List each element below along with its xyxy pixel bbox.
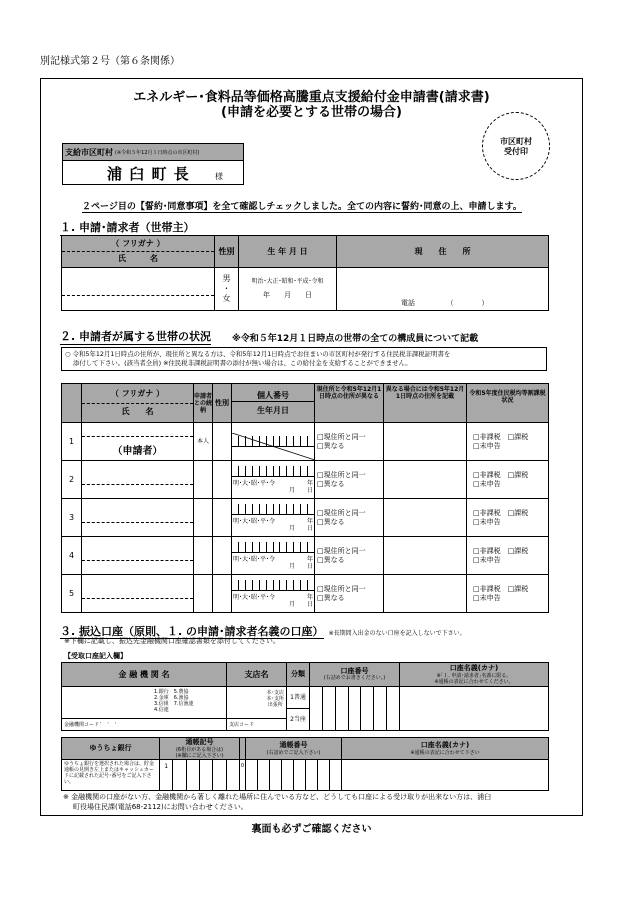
yucho-table (61, 737, 549, 791)
diff-address-checkbox[interactable]: □異なる (317, 555, 345, 564)
member-gender-field[interactable] (213, 499, 232, 537)
toza-option[interactable]: 2当座 (290, 716, 306, 723)
diff-address-checkbox[interactable]: □異なる (317, 517, 345, 526)
tax-check-field[interactable] (467, 499, 549, 537)
male-option[interactable]: 男 (222, 274, 231, 283)
member-gender-header: 性別 (213, 384, 232, 423)
symbol-field[interactable] (160, 760, 240, 791)
member-gender-field[interactable] (213, 423, 232, 461)
section3-subnote: ※下欄に記載し、振込先金融機関口座確認書類を添付してください。 (64, 637, 280, 645)
account-number-header (310, 663, 400, 687)
diagonal-strike (232, 433, 315, 460)
member-name-field[interactable] (82, 575, 194, 613)
section2-subtitle: ※令和５年12月１日時点の世帯の全ての構成員について記載 (232, 334, 479, 344)
symbol-label: 通帳記号 (185, 738, 214, 747)
tax-checkbox[interactable]: □課税 (507, 471, 529, 479)
symbol-prefix: 1 (160, 760, 173, 790)
year-label: 年 (306, 479, 313, 487)
gender-header: 性別 (215, 236, 239, 268)
same-address-checkbox[interactable]: □現住所と同一 (317, 509, 366, 517)
pledge-text: ２ページ目の【誓約･同意事項】を全て確認しチェックしました。全ての内容に誓約･同意の上、申請します。 (82, 199, 522, 213)
branch-code-label: 支店コード (229, 722, 255, 728)
form-reference: 別記様式第２号（第６条関係） (40, 56, 180, 67)
passbook-number-note: (右詰めでご記入下さい) (266, 749, 321, 756)
yucho-header: ゆうちょ銀行 (62, 738, 160, 760)
old-address-header: 異なる場合には令和5年12月1日時点の住所を記載 (384, 384, 467, 423)
id-number-label: 個人番号 (232, 391, 314, 402)
month-day-label: 月 日 (288, 600, 313, 608)
account-number-note: (右詰めでお書きください。) (323, 675, 386, 682)
female-option[interactable]: 女 (222, 294, 231, 303)
row-number-header (62, 384, 82, 423)
bank-type-option: 1.銀行 5.農協 (154, 689, 189, 695)
account-holder-field[interactable] (400, 687, 549, 731)
tax-check-field[interactable] (467, 537, 549, 575)
account-number-label: 口座番号 (340, 666, 369, 675)
bank-header: 金 融 機 関 名 (62, 663, 227, 687)
back-page-note: 裏面も必ずご確認ください (251, 824, 372, 835)
tax-check-field[interactable] (467, 575, 549, 613)
nontax-checkbox[interactable]: □非課税 (473, 585, 501, 593)
undeclared-checkbox[interactable]: □未申告 (473, 479, 501, 488)
branch-code-row[interactable] (227, 718, 286, 730)
symbol-note2: (※欄にご記入下さい) (175, 752, 224, 759)
birth-field[interactable] (239, 268, 337, 311)
birth-ymd: 年 月 日 (263, 291, 312, 300)
form-subtitle: (申請を必要とする世帯の場合) (221, 105, 402, 120)
member-name-field[interactable] (82, 537, 194, 575)
bank-type-option: 4.信連 (154, 707, 169, 713)
member-gender-field[interactable] (213, 575, 232, 613)
address-check-field[interactable] (315, 499, 384, 537)
symbol-header (160, 738, 240, 760)
member-furigana-label: （ フリガナ ） (110, 389, 165, 398)
undeclared-checkbox[interactable]: □未申告 (473, 555, 501, 564)
member-id-field[interactable] (232, 537, 315, 575)
month-day-label: 月 日 (288, 524, 313, 532)
member-era-options: 明･大･昭･平･令 (233, 479, 276, 487)
relation-self: 本人 (194, 423, 213, 461)
account-number-field[interactable] (310, 687, 400, 731)
address-diff-header: 現住所と令和5年12月1日時点の住所が異なる (315, 384, 384, 423)
member-id-field[interactable] (232, 499, 315, 537)
same-address-checkbox[interactable]: □現住所と同一 (317, 585, 366, 593)
old-address-field[interactable] (384, 461, 467, 499)
gender-field[interactable] (215, 268, 239, 311)
same-address-checkbox[interactable]: □現住所と同一 (317, 471, 366, 479)
bank-type-option: 3.信組 7.信漁連 (154, 701, 194, 707)
diff-address-checkbox[interactable]: □異なる (317, 593, 345, 602)
section1-title: １. 申請･請求者（世帯主） (60, 221, 195, 234)
name-label: 氏 名 (62, 251, 214, 264)
member-gender-field[interactable] (213, 461, 232, 499)
tax-check-field[interactable] (467, 461, 549, 499)
old-address-field[interactable] (384, 575, 467, 613)
old-address-field[interactable] (384, 499, 467, 537)
address-check-field[interactable] (315, 537, 384, 575)
month-day-label: 月 日 (288, 562, 313, 570)
era-options: 明治･大正･昭和･平成･令和 (251, 278, 324, 286)
tax-checkbox[interactable]: □課税 (507, 585, 529, 593)
branch-type-option: 出張所 (267, 702, 283, 708)
municipality-label: 支給市区町村 (65, 147, 113, 157)
member-id-field[interactable] (232, 461, 315, 499)
yucho-holder-note: ※通帳の表記に合わせて下さい (410, 749, 480, 756)
account-box-label: 【受取口座記入欄】 (64, 652, 127, 660)
member-id-field[interactable] (232, 575, 315, 613)
yucho-holder-field[interactable] (342, 760, 549, 791)
bank-code-label: 金融機関コード (64, 722, 100, 728)
bank-name-field[interactable] (62, 687, 227, 731)
member-name-field[interactable] (82, 461, 194, 499)
branch-name-field[interactable] (227, 687, 287, 731)
nontax-checkbox[interactable]: □非課税 (473, 433, 501, 441)
branch-type-option: 本･支店 (266, 690, 284, 696)
row-number: 1 (62, 423, 82, 461)
holder-header (400, 663, 549, 687)
applicant-name-field[interactable] (62, 268, 215, 311)
branch-type-options[interactable] (266, 690, 284, 708)
section3-title: ３. 振込口座（原則、１. の申請･請求者名義の口座） (60, 625, 324, 638)
member-name-field[interactable] (82, 499, 194, 537)
section2-note-box (61, 347, 547, 371)
same-address-checkbox[interactable]: □現住所と同一 (317, 433, 366, 441)
address-header: 現 住 所 (337, 236, 549, 268)
note-line2: 添付して下さい。(該当者全員) ※住民税非課税証明書の添付が無い場合は、この給付金を支給することができません。 (73, 358, 412, 367)
relation-field[interactable] (194, 499, 213, 537)
row-number: 3 (62, 499, 82, 537)
old-address-field[interactable] (384, 423, 467, 461)
nontax-checkbox[interactable]: □非課税 (473, 509, 501, 517)
household-row (62, 499, 549, 537)
relation-field[interactable] (194, 537, 213, 575)
yucho-note: ゆうちょ銀行を選択された場合は、貯金通帳の見開き左上またはキャッシュカードに記載された記号･番号をご記入下さい。 (62, 760, 160, 791)
applicant-label: （申請者） (112, 445, 163, 457)
account-kind-field[interactable] (287, 687, 310, 731)
stamp-line1: 市区町村 (500, 137, 532, 146)
household-row (62, 537, 549, 575)
bank-code-row[interactable]: 金融機関コード ˈˈˈ (62, 718, 226, 730)
row-number: 5 (62, 575, 82, 613)
municipality-name: 浦 臼 町 長 (107, 165, 190, 183)
tax-checkbox[interactable]: □課税 (507, 433, 529, 441)
member-birth-label: 生年月日 (257, 405, 289, 415)
household-row (62, 461, 549, 499)
household-row (62, 575, 549, 613)
relation-header: 申請者との続柄 (194, 384, 213, 423)
address-check-field[interactable] (315, 423, 384, 461)
address-check-field[interactable] (315, 461, 384, 499)
nontax-checkbox[interactable]: □非課税 (473, 471, 501, 479)
month-day-label: 月 日 (288, 486, 313, 494)
gender-separator: ・ (222, 284, 231, 293)
member-era-options: 明･大･昭･平･令 (233, 593, 276, 601)
tax-status-header: 令和5年度住民税均等割課税状況 (467, 384, 549, 423)
holder-label: 口座名義(カナ) (449, 664, 499, 673)
id-birth-header (232, 384, 315, 423)
kind-header: 分類 (287, 663, 310, 687)
municipality-box (62, 143, 244, 185)
relation-field[interactable] (194, 575, 213, 613)
same-address-checkbox[interactable]: □現住所と同一 (317, 547, 366, 555)
holder-note1: ※｢１. 申請･請求者｣名義に限る。 (436, 672, 512, 679)
year-label: 年 (306, 593, 313, 601)
nontax-checkbox[interactable]: □非課税 (473, 547, 501, 555)
household-row (62, 423, 549, 461)
household-table (61, 383, 549, 613)
member-id-field[interactable] (232, 423, 315, 461)
passbook-number-field[interactable] (246, 760, 342, 791)
address-field[interactable] (337, 268, 549, 311)
tax-checkbox[interactable]: □課税 (507, 509, 529, 517)
tax-check-field[interactable] (467, 423, 549, 461)
futsu-option[interactable]: 1普通 (287, 687, 309, 709)
section3-title-note: ※長期間入出金のない口座を記入しないで下さい。 (328, 630, 466, 637)
member-name-label: 氏 名 (82, 403, 193, 417)
holder-note2: ※通帳の表記に合わせてください。 (434, 678, 514, 685)
row-number: 2 (62, 461, 82, 499)
yucho-holder-header (342, 738, 549, 760)
note-line1: ○ 令和5年12月1日時点の住所が、現住所と異なる方は、令和5年12月1日時点でお住まいの市区町村が発行する住民税非課税証明書を (65, 350, 451, 358)
applicant-table (61, 235, 549, 311)
passbook-number-label: 通帳番号 (279, 741, 308, 750)
address-check-field[interactable] (315, 575, 384, 613)
undeclared-checkbox[interactable]: □未申告 (473, 441, 501, 450)
furigana-name-header (62, 236, 215, 268)
branch-type-option: 本･支所 (266, 696, 284, 702)
member-name-header (82, 384, 194, 423)
year-label: 年 (306, 555, 313, 563)
tax-checkbox[interactable]: □課税 (507, 547, 529, 555)
diff-address-checkbox[interactable]: □異なる (317, 479, 345, 488)
undeclared-checkbox[interactable]: □未申告 (473, 593, 501, 602)
phone-field[interactable]: 電話 （ ） (401, 298, 489, 307)
furigana-label: （ フリガナ ） (111, 239, 165, 248)
form-title: エネルギー･食料品等価格高騰重点支援給付金申請書(請求書) (133, 90, 490, 105)
row-number: 4 (62, 537, 82, 575)
branch-header: 支店名 (227, 663, 287, 687)
footer-note2: 町役場住民課(電話68-2112)にお問い合わせください。 (73, 803, 248, 811)
member-gender-field[interactable] (213, 537, 232, 575)
section2-title: ２. 申請者が属する世帯の状況 (60, 330, 212, 343)
bank-type-option: 2.金庫 6.漁協 (154, 695, 189, 701)
municipality-note: (※令和５年12月１日時点の市区町村) (115, 149, 200, 156)
diff-address-checkbox[interactable]: □異なる (317, 441, 345, 450)
footer-note1: ※ 金融機関の口座がない方、金融機関から著しく離れた場所に住んでいる方など、どうしても口座による受け取りが出来ない方は、浦臼 (63, 793, 492, 801)
bank-account-table (61, 662, 549, 731)
symbol-note: (6桁目がある場合は) (175, 746, 224, 753)
symbol-suffix: 0 (240, 760, 246, 791)
stamp-line2: 受付印 (504, 147, 528, 156)
member-era-options: 明･大･昭･平･令 (233, 517, 276, 525)
old-address-field[interactable] (384, 537, 467, 575)
bank-type-options[interactable] (154, 689, 194, 713)
undeclared-checkbox[interactable]: □未申告 (473, 517, 501, 526)
passbook-number-header (246, 738, 342, 760)
member-era-options: 明･大･昭･平･令 (233, 555, 276, 563)
relation-field[interactable] (194, 461, 213, 499)
yucho-holder-label: 口座名義(カナ) (420, 741, 470, 750)
honorific: 様 (215, 172, 223, 181)
reception-stamp (482, 112, 550, 180)
member-name-field[interactable] (82, 423, 194, 461)
year-label: 年 (306, 517, 313, 525)
birth-header: 生 年 月 日 (239, 236, 337, 268)
